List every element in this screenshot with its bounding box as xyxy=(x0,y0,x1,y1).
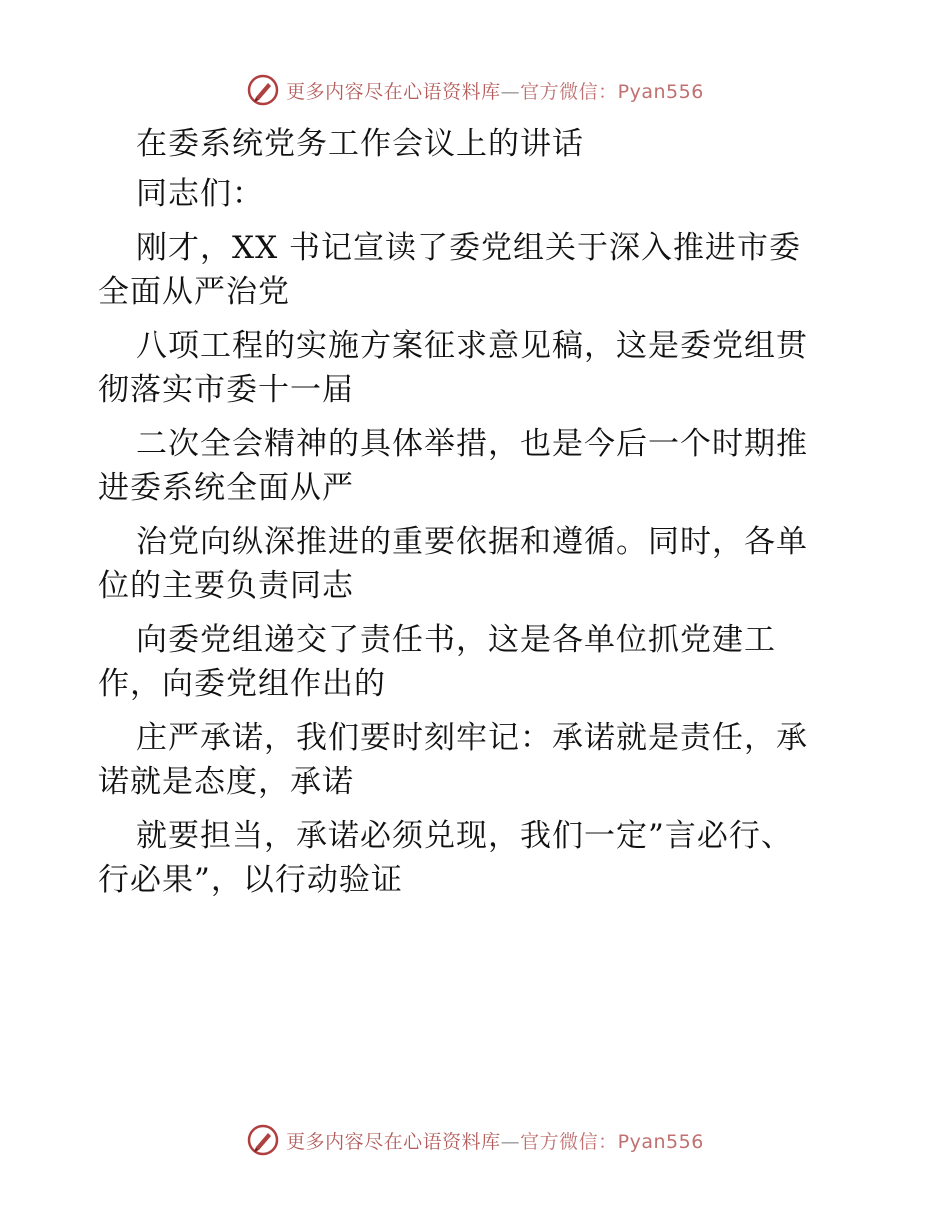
paragraph-line: 向委党组递交了责任书，这是各单位抓党建工 xyxy=(136,622,776,658)
paragraph-line: 庄严承诺，我们要时刻牢记：承诺就是责任，承 xyxy=(136,720,808,756)
paragraph xyxy=(98,716,858,804)
banner-main-text: 更多内容尽在心语资料库 xyxy=(286,1130,501,1153)
banner-text xyxy=(286,77,704,104)
banner-wechat: 官方微信：Pyan556 xyxy=(520,1130,704,1153)
document-body xyxy=(98,122,858,902)
document-title: 在委系统党务工作会议上的讲话 xyxy=(136,126,584,162)
paragraph-line: 全面从严治党 xyxy=(98,274,290,310)
paragraph xyxy=(98,618,858,706)
pen-logo-icon xyxy=(246,73,280,107)
paragraph-line: 行必果”，以行动验证 xyxy=(98,862,403,898)
paragraph xyxy=(98,226,858,314)
banner-separator: — xyxy=(500,1130,521,1153)
header-banner xyxy=(0,70,950,110)
paragraph xyxy=(98,814,858,902)
paragraph-line: 治党向纵深推进的重要依据和遵循。同时，各单 xyxy=(136,524,808,560)
paragraph-line: 进委系统全面从严 xyxy=(98,470,354,506)
paragraph xyxy=(98,422,858,510)
paragraph xyxy=(98,520,858,608)
banner-wechat: 官方微信：Pyan556 xyxy=(520,80,704,103)
banner-separator: — xyxy=(500,80,521,103)
footer-banner xyxy=(0,1120,950,1160)
paragraph-line: 八项工程的实施方案征求意见稿，这是委党组贯 xyxy=(136,328,808,364)
paragraph-line: 诺就是态度，承诺 xyxy=(98,764,354,800)
banner-main-text: 更多内容尽在心语资料库 xyxy=(286,80,501,103)
salutation: 同志们： xyxy=(136,176,264,212)
paragraph-line: 作，向委党组作出的 xyxy=(98,666,386,702)
paragraph-line: 二次全会精神的具体举措，也是今后一个时期推 xyxy=(136,426,808,462)
pen-logo-icon xyxy=(246,1123,280,1157)
paragraph-line: 彻落实市委十一届 xyxy=(98,372,354,408)
paragraph-line: 位的主要负责同志 xyxy=(98,568,354,604)
paragraph xyxy=(98,324,858,412)
paragraph-line: 就要担当，承诺必须兑现，我们一定”言必行、 xyxy=(136,818,793,854)
paragraph-line: 刚才，XX 书记宣读了委党组关于深入推进市委 xyxy=(136,230,801,266)
banner-text xyxy=(286,1127,704,1154)
